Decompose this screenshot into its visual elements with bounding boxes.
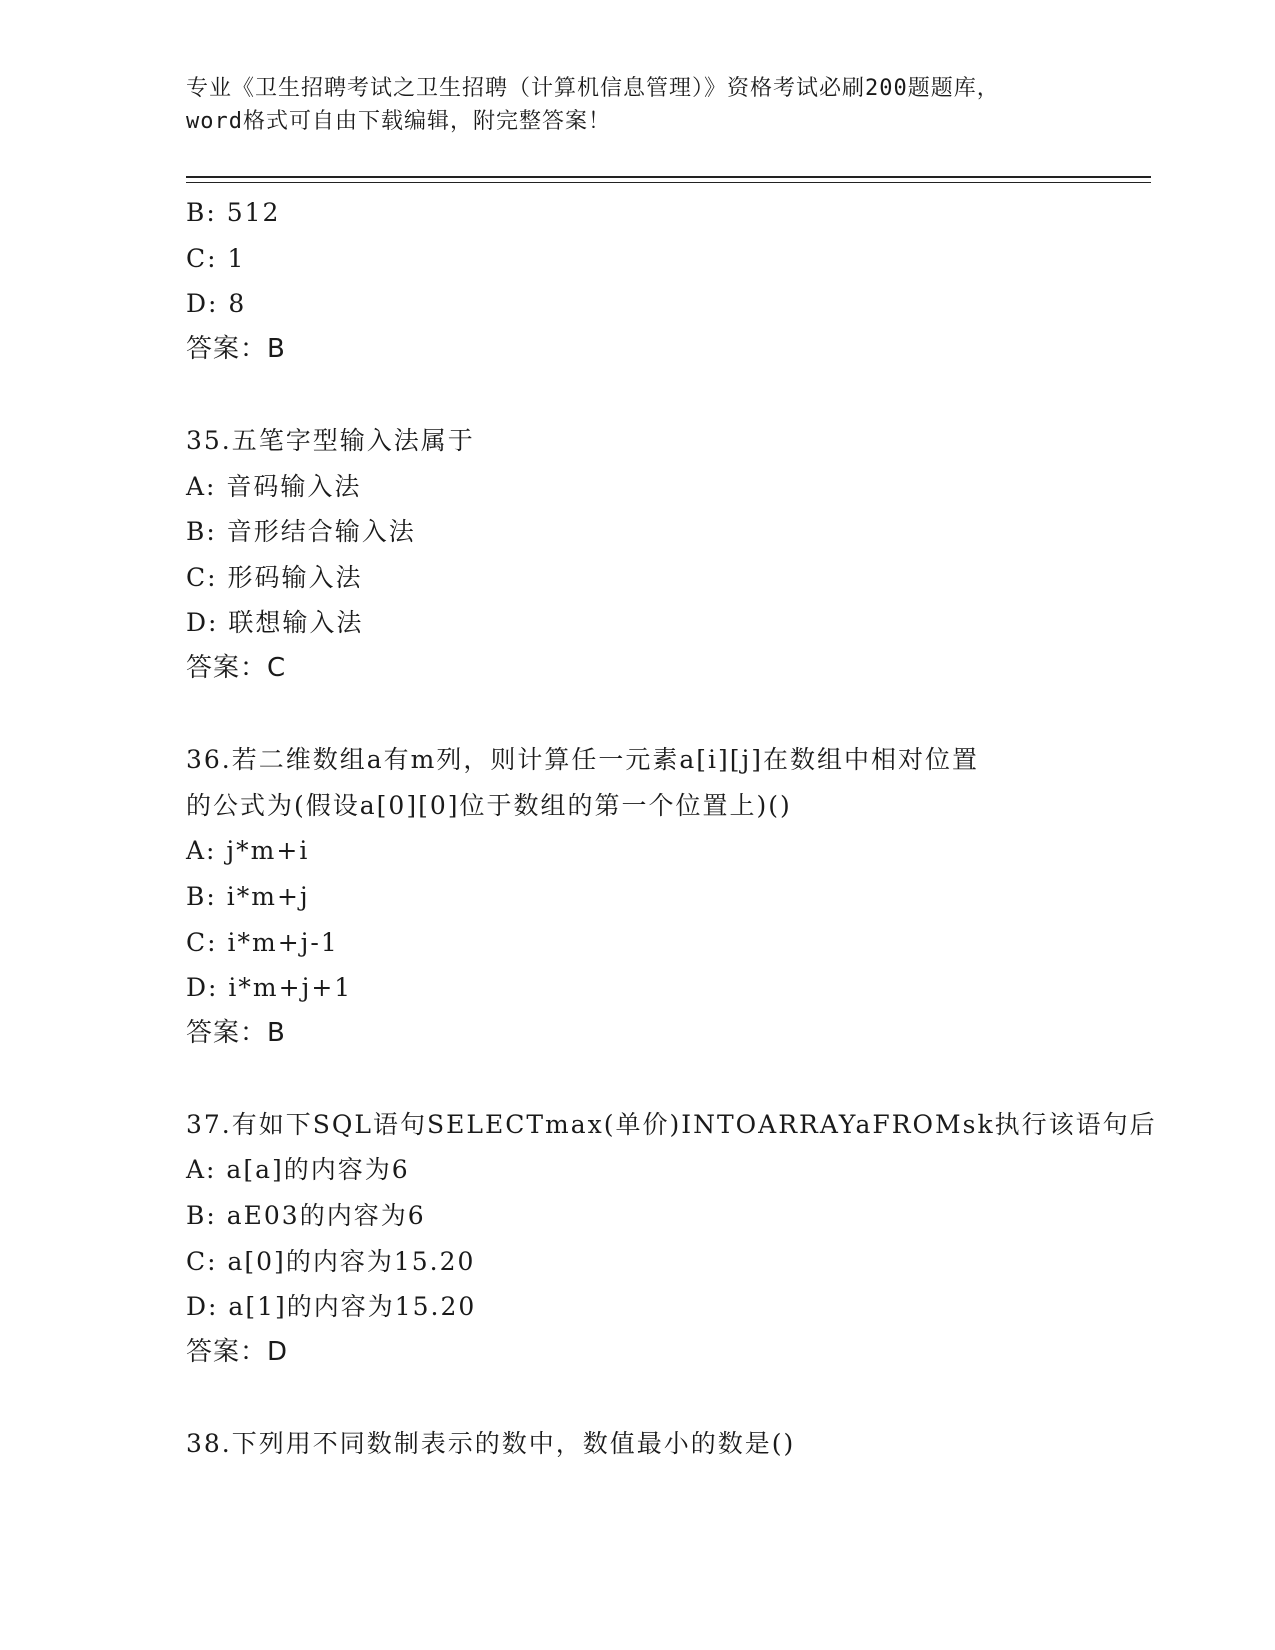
question-text: 35.五笔字型输入法属于 xyxy=(186,425,475,455)
option-b: B: 512 xyxy=(186,198,281,227)
spacer xyxy=(186,1375,1146,1421)
answer-line: 答案：C xyxy=(186,652,287,683)
question-list xyxy=(186,190,1157,1467)
spacer xyxy=(186,372,1146,418)
question-fragment xyxy=(186,190,1146,372)
option-a: A: j*m+i xyxy=(186,836,310,866)
option-d: D: 联想输入法 xyxy=(186,608,364,638)
header-divider-thick xyxy=(186,176,1151,178)
option-a: A: 音码输入法 xyxy=(186,471,362,501)
option-c: C: 形码输入法 xyxy=(186,562,363,592)
option-b: B: 音形结合输入法 xyxy=(186,517,416,547)
question-text: 36.若二维数组a有m列，则计算任一元素a[i][j]在数组中相对位置 xyxy=(186,745,980,775)
question-text-continued: 的公式为(假设a[0][0]位于数组的第一个位置上)() xyxy=(186,790,792,820)
option-c: C: a[0]的内容为15.20 xyxy=(186,1246,476,1276)
spacer xyxy=(186,692,1146,738)
answer-line: 答案：B xyxy=(186,333,286,364)
option-d: D: a[1]的内容为15.20 xyxy=(186,1292,477,1322)
option-d: D: i*m+j+1 xyxy=(186,973,353,1003)
question-text: 37.有如下SQL语句SELECTmax(单价)INTOARRAYaFROMsk执行该语句后 xyxy=(186,1109,1157,1139)
answer-line: 答案：B xyxy=(186,1017,286,1048)
question-38 xyxy=(186,1421,1146,1467)
question-35 xyxy=(186,418,1146,692)
option-c: C: i*m+j-1 xyxy=(186,927,339,957)
option-d: D: 8 xyxy=(186,289,247,319)
option-c: C: 1 xyxy=(186,243,246,273)
question-37 xyxy=(186,1102,1157,1376)
option-a: A: a[a]的内容为6 xyxy=(186,1155,410,1185)
question-36 xyxy=(186,737,1146,1056)
question-text: 38.下列用不同数制表示的数中，数值最小的数是() xyxy=(186,1429,796,1459)
header-divider-thin xyxy=(186,182,1151,183)
option-b: B: i*m+j xyxy=(186,881,310,911)
header-title-line-1: 专业《卫生招聘考试之卫生招聘（计算机信息管理）》资格考试必刷200题题库， xyxy=(186,76,1000,101)
spacer xyxy=(186,1056,1146,1102)
header-title-line-2: word格式可自由下载编辑，附完整答案！ xyxy=(186,109,611,134)
option-b: B: aE03的内容为6 xyxy=(186,1201,426,1231)
document-header xyxy=(186,72,1086,138)
answer-line: 答案：D xyxy=(186,1336,289,1367)
